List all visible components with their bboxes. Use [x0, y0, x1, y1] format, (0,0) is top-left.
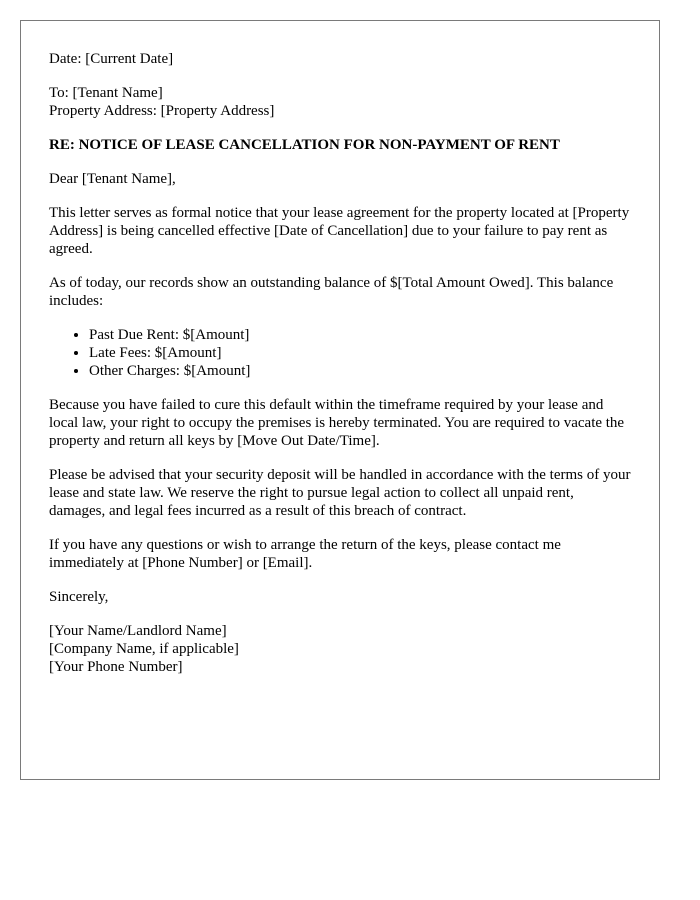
- contact-paragraph: If you have any questions or wish to arrange the return of the keys, please contact me immediately at [Phone Number] or [Email].: [49, 537, 561, 571]
- deposit-paragraph: Please be advised that your security deposit will be handled in accordance with the terms of your lease and state law. We reserve the right to pursue legal action to collect all unpaid rent, damages, and legal fees incurred as a result of this breach of contract.: [49, 467, 631, 519]
- balance-paragraph: As of today, our records show an outstanding balance of $[Total Amount Owed]. This balance includes:: [49, 275, 614, 309]
- property-address: Property Address: [Property Address]: [49, 103, 275, 119]
- termination-paragraph: Because you have failed to cure this default within the timeframe required by your lease and local law, your right to occupy the premises is hereby terminated. You are required to vacate the property and return all keys by [Move Out Date/Time].: [49, 397, 625, 449]
- list-item: • Late Fees: $[Amount]: [89, 344, 631, 362]
- company-name: [Company Name, if applicable]: [49, 641, 239, 657]
- signature-block: [49, 622, 631, 676]
- letter-page: [20, 20, 660, 780]
- recipient-name: To: [Tenant Name]: [49, 85, 163, 101]
- charges-list: [49, 326, 631, 380]
- signer-name: [Your Name/Landlord Name]: [49, 623, 227, 639]
- recipient-block: [49, 84, 631, 120]
- salutation: Dear [Tenant Name],: [49, 171, 176, 187]
- closing: Sincerely,: [49, 589, 109, 605]
- notice-paragraph: This letter serves as formal notice that your lease agreement for the property located at [Property Address] is being cancelled effective [Date of Cancellation] due to your failure to pay rent as agreed.: [49, 205, 630, 257]
- date-line: Date: [Current Date]: [49, 51, 174, 67]
- list-item: • Other Charges: $[Amount]: [89, 362, 631, 380]
- list-item: • Past Due Rent: $[Amount]: [89, 326, 631, 344]
- signer-phone: [Your Phone Number]: [49, 659, 183, 675]
- subject-line: RE: NOTICE OF LEASE CANCELLATION FOR NON-PAYMENT OF RENT: [49, 137, 560, 153]
